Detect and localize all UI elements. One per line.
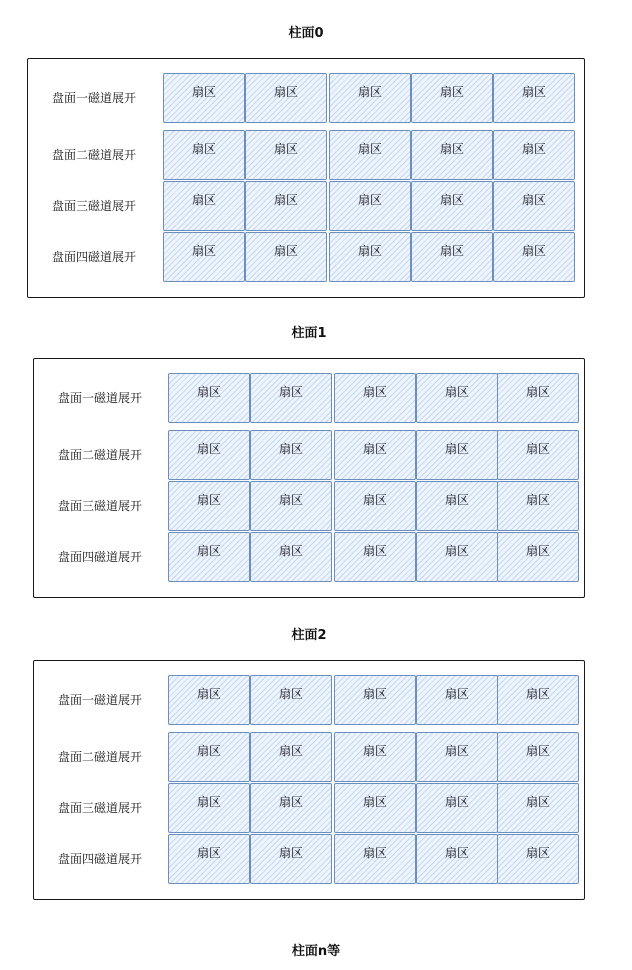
sector-box: 扇区 <box>497 675 579 725</box>
track-row <box>27 73 585 123</box>
sector-box: 扇区 <box>168 732 250 782</box>
track-row <box>33 675 585 725</box>
sector-box: 扇区 <box>416 481 498 531</box>
track-label: 盘面一磁道展开 <box>57 391 142 405</box>
track-row <box>27 181 585 231</box>
sector-box: 扇区 <box>411 73 493 123</box>
sector-box: 扇区 <box>245 130 327 180</box>
sector-box: 扇区 <box>416 430 498 480</box>
sector-box: 扇区 <box>416 675 498 725</box>
sector-box: 扇区 <box>416 834 498 884</box>
footer-title: 柱面n等 <box>291 944 341 959</box>
sector-box: 扇区 <box>329 73 411 123</box>
sector-box: 扇区 <box>163 73 245 123</box>
track-row <box>33 481 585 531</box>
sector-box: 扇区 <box>250 732 332 782</box>
sector-box: 扇区 <box>163 232 245 282</box>
sector-box: 扇区 <box>329 181 411 231</box>
sector-box: 扇区 <box>334 732 416 782</box>
sector-box: 扇区 <box>168 834 250 884</box>
sector-box: 扇区 <box>250 834 332 884</box>
sector-box: 扇区 <box>250 373 332 423</box>
track-row <box>33 430 585 480</box>
sector-box: 扇区 <box>334 834 416 884</box>
track-label: 盘面一磁道展开 <box>57 693 142 707</box>
track-row <box>33 834 585 884</box>
track-label: 盘面四磁道展开 <box>57 852 142 866</box>
sector-box: 扇区 <box>411 181 493 231</box>
sector-box: 扇区 <box>250 675 332 725</box>
sector-box: 扇区 <box>493 181 575 231</box>
track-row <box>33 783 585 833</box>
sector-box: 扇区 <box>168 783 250 833</box>
cylinder-title: 柱面0 <box>288 26 324 41</box>
track-label: 盘面四磁道展开 <box>57 550 142 564</box>
sector-box: 扇区 <box>416 783 498 833</box>
sector-box: 扇区 <box>163 181 245 231</box>
sector-box: 扇区 <box>168 373 250 423</box>
track-label: 盘面三磁道展开 <box>51 199 136 213</box>
sector-box: 扇区 <box>493 130 575 180</box>
sector-box: 扇区 <box>250 783 332 833</box>
sector-box: 扇区 <box>411 232 493 282</box>
sector-box: 扇区 <box>250 430 332 480</box>
sector-box: 扇区 <box>416 532 498 582</box>
sector-box: 扇区 <box>250 532 332 582</box>
track-label: 盘面二磁道展开 <box>57 750 142 764</box>
sector-box: 扇区 <box>163 130 245 180</box>
sector-box: 扇区 <box>334 675 416 725</box>
track-label: 盘面一磁道展开 <box>51 91 136 105</box>
sector-box: 扇区 <box>250 481 332 531</box>
sector-box: 扇区 <box>493 232 575 282</box>
sector-box: 扇区 <box>416 373 498 423</box>
sector-box: 扇区 <box>497 481 579 531</box>
cylinder-title: 柱面1 <box>291 326 327 341</box>
sector-box: 扇区 <box>497 532 579 582</box>
cylinder-title: 柱面2 <box>291 628 327 643</box>
sector-box: 扇区 <box>245 73 327 123</box>
sector-box: 扇区 <box>329 232 411 282</box>
sector-box: 扇区 <box>168 532 250 582</box>
sector-box: 扇区 <box>334 783 416 833</box>
track-label: 盘面三磁道展开 <box>57 801 142 815</box>
track-label: 盘面二磁道展开 <box>57 448 142 462</box>
sector-box: 扇区 <box>497 373 579 423</box>
sector-box: 扇区 <box>411 130 493 180</box>
sector-box: 扇区 <box>168 675 250 725</box>
sector-box: 扇区 <box>245 232 327 282</box>
sector-box: 扇区 <box>497 783 579 833</box>
sector-box: 扇区 <box>334 430 416 480</box>
track-label: 盘面四磁道展开 <box>51 250 136 264</box>
track-row <box>27 232 585 282</box>
sector-box: 扇区 <box>416 732 498 782</box>
track-row <box>27 130 585 180</box>
track-label: 盘面三磁道展开 <box>57 499 142 513</box>
track-row <box>33 532 585 582</box>
sector-box: 扇区 <box>245 181 327 231</box>
track-row <box>33 732 585 782</box>
sector-box: 扇区 <box>329 130 411 180</box>
sector-box: 扇区 <box>168 481 250 531</box>
sector-box: 扇区 <box>497 732 579 782</box>
track-label: 盘面二磁道展开 <box>51 148 136 162</box>
sector-box: 扇区 <box>497 834 579 884</box>
sector-box: 扇区 <box>334 481 416 531</box>
sector-box: 扇区 <box>497 430 579 480</box>
sector-box: 扇区 <box>168 430 250 480</box>
sector-box: 扇区 <box>493 73 575 123</box>
sector-box: 扇区 <box>334 373 416 423</box>
track-row <box>33 373 585 423</box>
sector-box: 扇区 <box>334 532 416 582</box>
